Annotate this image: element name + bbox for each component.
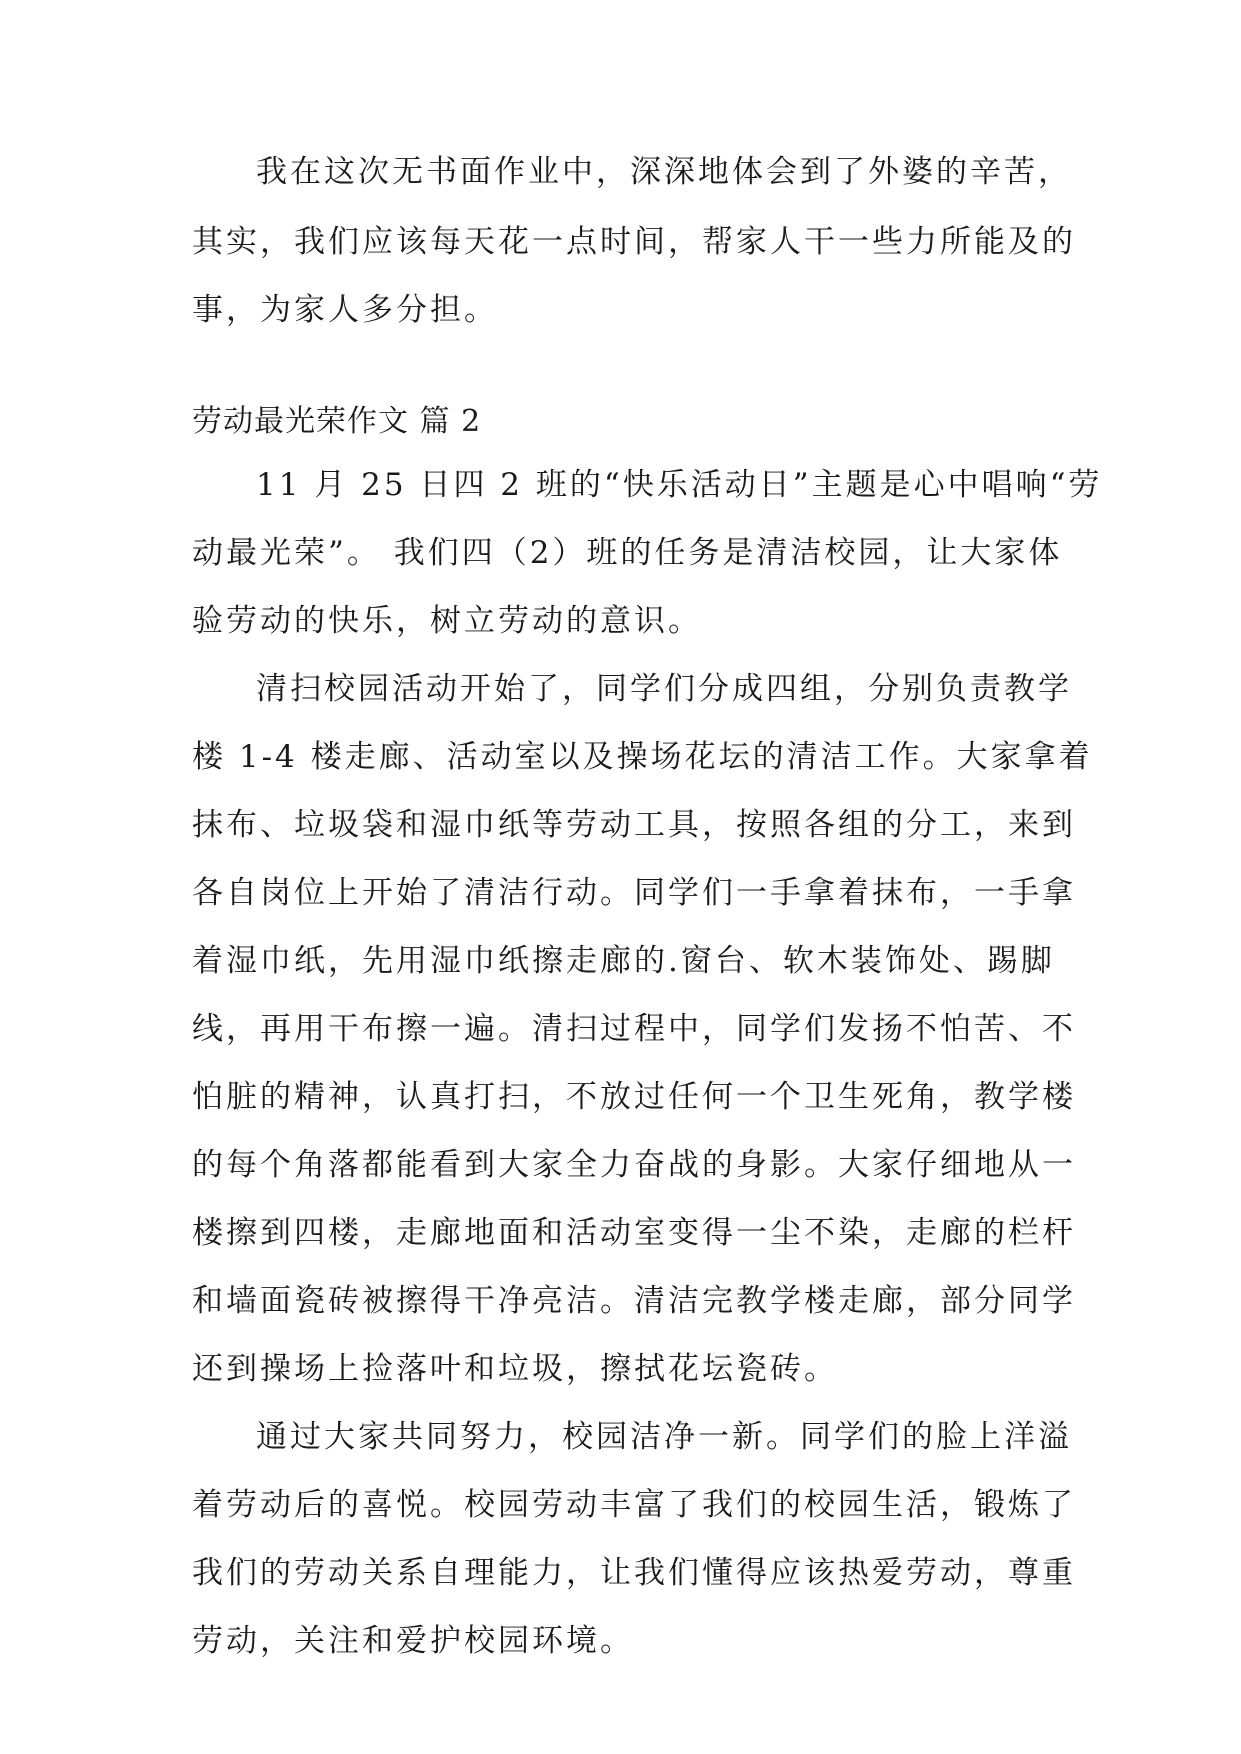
paragraph-3-line-1: 通过大家共同努力，校园洁净一新。同学们的脸上洋溢: [256, 1419, 1072, 1455]
paragraph-2-line-4: 各自岗位上开始了清洁行动。同学们一手拿着抹布，一手拿: [192, 875, 1076, 911]
paragraph-1-line-3: 验劳动的快乐，树立劳动的意识。: [192, 603, 702, 639]
paragraph-3-line-3: 我们的劳动关系自理能力，让我们懂得应该热爱劳动，尊重: [192, 1555, 1076, 1591]
paragraph-2-line-2: 楼 1-4 楼走廊、活动室以及操场花坛的清洁工作。大家拿着: [192, 739, 1093, 775]
paragraph-2-line-6: 线，再用干布擦一遍。清扫过程中，同学们发扬不怕苦、不: [192, 1011, 1076, 1047]
paragraph-3-line-2: 着劳动后的喜悦。校园劳动丰富了我们的校园生活，锻炼了: [192, 1487, 1076, 1523]
paragraph-2-line-1: 清扫校园活动开始了，同学们分成四组，分别负责教学: [256, 671, 1072, 707]
section-heading: 劳动最光荣作文 篇 2: [192, 404, 482, 439]
paragraph-2-line-3: 抹布、垃圾袋和湿巾纸等劳动工具，按照各组的分工，来到: [192, 807, 1076, 843]
paragraph-2-line-11: 还到操场上捡落叶和垃圾，擦拭花坛瓷砖。: [192, 1351, 838, 1387]
paragraph-3-line-4: 劳动，关注和爱护校园环境。: [192, 1623, 634, 1659]
intro-line-1: 我在这次无书面作业中，深深地体会到了外婆的辛苦，: [256, 154, 1072, 190]
paragraph-2-line-5: 着湿巾纸，先用湿巾纸擦走廊的.窗台、软木装饰处、踢脚: [192, 943, 1055, 979]
paragraph-2-line-7: 怕脏的精神，认真打扫，不放过任何一个卫生死角，教学楼: [192, 1079, 1076, 1115]
paragraph-1-line-1: 11 月 25 日四 2 班的“快乐活动日”主题是心中唱响“劳: [256, 467, 1103, 503]
paragraph-1-line-2: 动最光荣”。 我们四（2）班的任务是清洁校园，让大家体: [192, 535, 1063, 571]
paragraph-2-line-9: 楼擦到四楼，走廊地面和活动室变得一尘不染，走廊的栏杆: [192, 1215, 1076, 1251]
intro-line-3: 事，为家人多分担。: [192, 292, 498, 328]
paragraph-2-line-8: 的每个角落都能看到大家全力奋战的身影。大家仔细地从一: [192, 1147, 1076, 1183]
intro-line-2: 其实，我们应该每天花一点时间，帮家人干一些力所能及的: [192, 224, 1076, 260]
paragraph-2-line-10: 和墙面瓷砖被擦得干净亮洁。清洁完教学楼走廊，部分同学: [192, 1283, 1076, 1319]
